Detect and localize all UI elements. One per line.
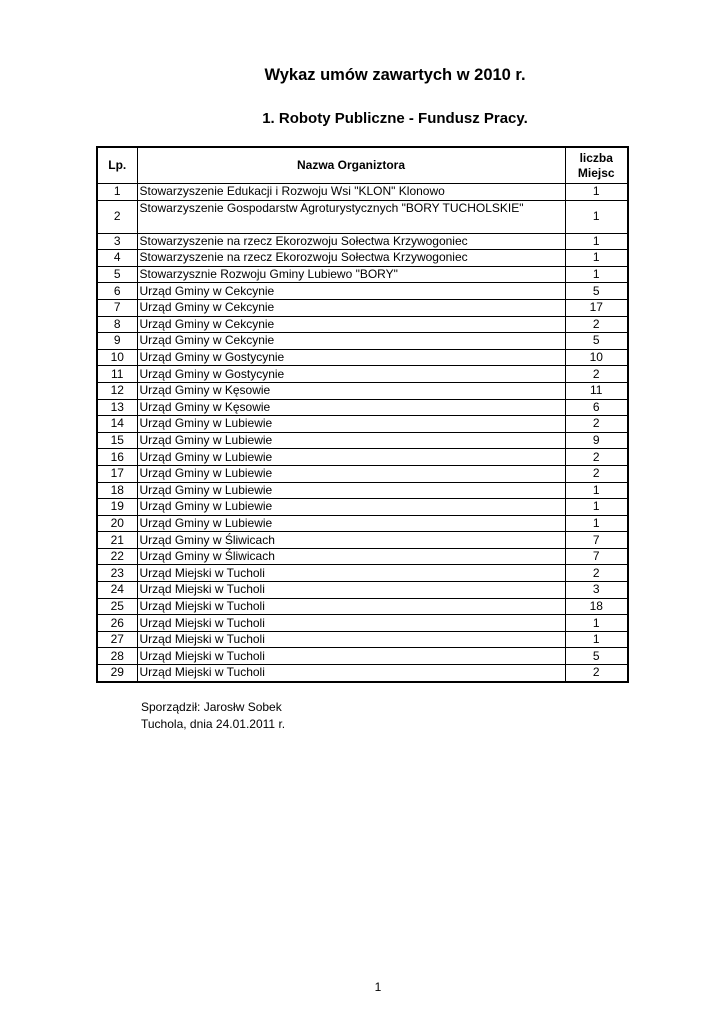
footer [141, 699, 285, 733]
row-name: Urząd Gminy w Cekcynie [137, 299, 565, 316]
row-lp: 28 [97, 648, 137, 665]
row-lp: 15 [97, 432, 137, 449]
row-count: 1 [565, 266, 628, 283]
row-name: Stowarzyszenie na rzecz Ekorozwoju Sołectwa Krzywogoniec [137, 233, 565, 250]
row-count: 11 [565, 382, 628, 399]
row-name: Urząd Gminy w Lubiewie [137, 482, 565, 499]
row-count: 1 [565, 250, 628, 267]
table-row [97, 482, 628, 499]
row-name: Urząd Gminy w Śliwicach [137, 532, 565, 549]
row-lp: 17 [97, 465, 137, 482]
row-count: 18 [565, 598, 628, 615]
table-row [97, 648, 628, 665]
row-count: 5 [565, 333, 628, 350]
row-name: Urząd Gminy w Cekcynie [137, 333, 565, 350]
header-lp: Lp. [97, 147, 137, 184]
row-count: 7 [565, 548, 628, 565]
table-row [97, 499, 628, 516]
row-lp: 4 [97, 250, 137, 267]
table-row [97, 515, 628, 532]
place-date: Tuchola, dnia 24.01.2011 r. [141, 717, 286, 731]
row-lp: 12 [97, 382, 137, 399]
row-count: 6 [565, 399, 628, 416]
row-lp: 24 [97, 582, 137, 599]
table-row [97, 266, 628, 283]
prepared-by: Sporządził: Jarosłw Sobek [141, 700, 282, 714]
row-name: Urząd Miejski w Tucholi [137, 615, 565, 632]
document-title: Wykaz umów zawartych w 2010 r. [264, 66, 526, 84]
row-count: 2 [565, 316, 628, 333]
row-count: 2 [565, 465, 628, 482]
row-count: 1 [565, 184, 628, 201]
table-row [97, 399, 628, 416]
row-count: 1 [565, 200, 628, 233]
row-name: Urząd Gminy w Lubiewie [137, 499, 565, 516]
row-name: Urząd Miejski w Tucholi [137, 582, 565, 599]
row-count: 2 [565, 565, 628, 582]
table-row [97, 548, 628, 565]
row-lp: 16 [97, 449, 137, 466]
row-lp: 7 [97, 299, 137, 316]
row-lp: 9 [97, 333, 137, 350]
row-lp: 5 [97, 266, 137, 283]
page-number: 1 [374, 980, 382, 994]
table-row [97, 532, 628, 549]
table-row [97, 582, 628, 599]
row-count: 3 [565, 582, 628, 599]
row-count: 17 [565, 299, 628, 316]
row-name: Urząd Gminy w Gostycynie [137, 366, 565, 383]
contracts-table [96, 146, 629, 683]
row-count: 5 [565, 648, 628, 665]
row-count: 2 [565, 366, 628, 383]
row-count: 10 [565, 349, 628, 366]
table-row [97, 366, 628, 383]
row-lp: 13 [97, 399, 137, 416]
header-count-line2: Miejsc [577, 165, 615, 180]
row-lp: 3 [97, 233, 137, 250]
row-lp: 10 [97, 349, 137, 366]
row-lp: 18 [97, 482, 137, 499]
row-count: 1 [565, 615, 628, 632]
table-body [97, 184, 628, 682]
row-lp: 22 [97, 548, 137, 565]
row-name: Urząd Gminy w Lubiewie [137, 432, 565, 449]
row-lp: 21 [97, 532, 137, 549]
row-count: 2 [565, 449, 628, 466]
header-count-line1: liczba [579, 150, 613, 165]
row-name: Urząd Gminy w Cekcynie [137, 283, 565, 300]
table-header-row [97, 147, 628, 184]
row-name: Urząd Miejski w Tucholi [137, 665, 565, 682]
table-row [97, 382, 628, 399]
row-name: Urząd Miejski w Tucholi [137, 565, 565, 582]
row-name: Stowarzyszenie Edukacji i Rozwoju Wsi "KLON" Klonowo [137, 184, 565, 201]
row-lp: 19 [97, 499, 137, 516]
table-row [97, 665, 628, 682]
table-row [97, 449, 628, 466]
table-row [97, 250, 628, 267]
row-count: 2 [565, 416, 628, 433]
table-row [97, 283, 628, 300]
row-name: Stowarzyszenie Gospodarstw Agroturystycznych "BORY TUCHOLSKIE" [137, 200, 565, 233]
row-name: Urząd Gminy w Gostycynie [137, 349, 565, 366]
row-count: 2 [565, 665, 628, 682]
row-name: Stowarzysznie Rozwoju Gminy Lubiewo "BORY" [137, 266, 565, 283]
row-count: 1 [565, 499, 628, 516]
row-lp: 25 [97, 598, 137, 615]
row-name: Urząd Gminy w Kęsowie [137, 382, 565, 399]
row-name: Urząd Miejski w Tucholi [137, 598, 565, 615]
row-name: Urząd Gminy w Cekcynie [137, 316, 565, 333]
row-name: Urząd Gminy w Lubiewie [137, 449, 565, 466]
table-row [97, 200, 628, 233]
row-count: 7 [565, 532, 628, 549]
row-lp: 29 [97, 665, 137, 682]
row-lp: 20 [97, 515, 137, 532]
row-name: Urząd Gminy w Lubiewie [137, 465, 565, 482]
table-row [97, 333, 628, 350]
row-name: Urząd Gminy w Lubiewie [137, 416, 565, 433]
table-row [97, 233, 628, 250]
header-count [565, 147, 628, 184]
row-lp: 11 [97, 366, 137, 383]
row-lp: 23 [97, 565, 137, 582]
row-count: 1 [565, 515, 628, 532]
row-lp: 1 [97, 184, 137, 201]
table-row [97, 565, 628, 582]
row-name: Urząd Miejski w Tucholi [137, 648, 565, 665]
row-lp: 26 [97, 615, 137, 632]
table-row [97, 432, 628, 449]
row-name: Urząd Miejski w Tucholi [137, 631, 565, 648]
row-name: Urząd Gminy w Kęsowie [137, 399, 565, 416]
table-row [97, 184, 628, 201]
table-row [97, 465, 628, 482]
row-lp: 2 [97, 200, 137, 233]
header-name: Nazwa Organiztora [137, 147, 565, 184]
row-lp: 6 [97, 283, 137, 300]
table-row [97, 598, 628, 615]
row-name: Stowarzyszenie na rzecz Ekorozwoju Sołectwa Krzywogoniec [137, 250, 565, 267]
table-row [97, 615, 628, 632]
row-count: 1 [565, 482, 628, 499]
document-subtitle: 1. Roboty Publiczne - Fundusz Pracy. [262, 110, 528, 127]
row-name: Urząd Gminy w Śliwicach [137, 548, 565, 565]
table-row [97, 349, 628, 366]
table-row [97, 416, 628, 433]
row-count: 9 [565, 432, 628, 449]
row-name: Urząd Gminy w Lubiewie [137, 515, 565, 532]
row-count: 1 [565, 233, 628, 250]
row-count: 1 [565, 631, 628, 648]
row-lp: 27 [97, 631, 137, 648]
row-lp: 14 [97, 416, 137, 433]
table-row [97, 631, 628, 648]
row-lp: 8 [97, 316, 137, 333]
table-row [97, 299, 628, 316]
row-count: 5 [565, 283, 628, 300]
table-row [97, 316, 628, 333]
